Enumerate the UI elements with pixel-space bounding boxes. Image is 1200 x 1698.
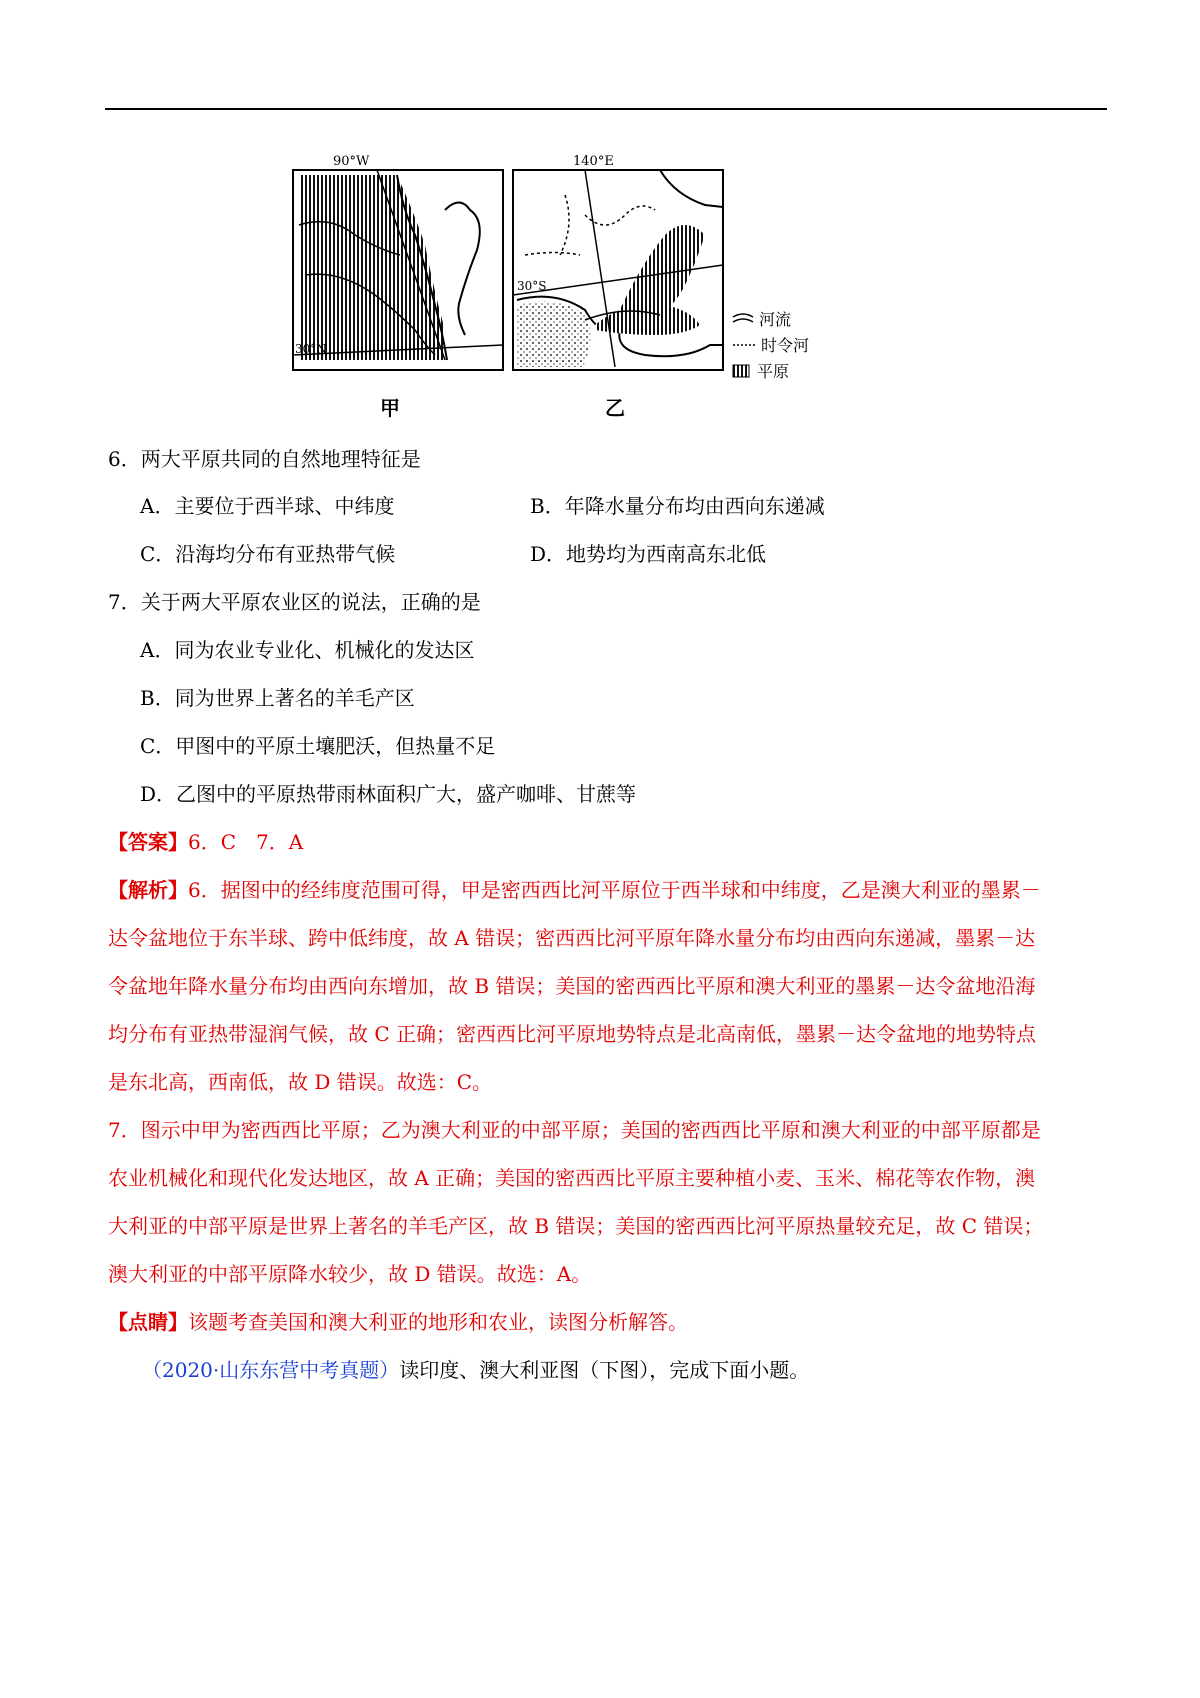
q7-option-d: D．乙图中的平原热带雨林面积广大，盛产咖啡、甘蔗等 <box>140 782 637 806</box>
comment-text: 该题考查美国和澳大利亚的地形和农业，读图分析解答。 <box>188 1310 688 1334</box>
analysis-line-8: 大利亚的中部平原是世界上著名的羊毛产区，故 B 错误；美国的密西西比河平原热量较充足，故 C 错误； <box>108 1214 1044 1238</box>
answer-tag: 【答案】 <box>108 830 188 854</box>
map-jia <box>293 155 503 420</box>
legend-river-label: 河流 <box>759 310 792 329</box>
next-intro-source: （2020·山东东营中考真题） <box>142 1358 400 1382</box>
analysis-text-1: 6．据图中的经纬度范围可得，甲是密西西比河平原位于西半球和中纬度，乙是澳大利亚的墨累－ <box>188 878 1041 902</box>
legend-river-icon <box>733 314 753 317</box>
map-yi <box>513 155 723 420</box>
analysis-line-4: 均分布有亚热带湿润气候，故 C 正确；密西西比河平原地势特点是北高南低，墨累－达令盆地的地势特点 <box>108 1022 1037 1046</box>
map-figure-svg <box>285 155 925 430</box>
map-yi-desert <box>517 302 591 367</box>
q7-option-a: A．同为农业专业化、机械化的发达区 <box>140 638 475 662</box>
analysis-line-9: 澳大利亚的中部平原降水较少，故 D 错误。故选：A。 <box>108 1262 592 1286</box>
header-rule <box>105 108 1107 110</box>
q6-option-d: D．地势均为西南高东北低 <box>530 542 767 566</box>
q7-option-c: C．甲图中的平原土壤肥沃，但热量不足 <box>140 734 496 758</box>
map-yi-caption: 乙 <box>605 396 625 420</box>
legend-plain-icon <box>733 365 749 377</box>
analysis-line-1 <box>108 876 1041 904</box>
analysis-line-3: 令盆地年降水量分布均由西向东增加，故 B 错误；美国的密西西比平原和澳大利亚的墨累－达令盆地沿海 <box>108 974 1036 998</box>
answer-text: 6．C 7．A <box>188 830 304 854</box>
q6-stem: 6．两大平原共同的自然地理特征是 <box>108 447 421 471</box>
answer-line <box>108 828 303 856</box>
legend-plain-label: 平原 <box>757 362 790 381</box>
map-yi-lon-label: 140°E <box>573 155 614 169</box>
map-yi-lat-label: 30°S <box>517 279 547 293</box>
q7-stem: 7．关于两大平原农业区的说法，正确的是 <box>108 590 481 614</box>
map-jia-lon-label: 90°W <box>333 155 370 169</box>
analysis-line-5: 是东北高，西南低，故 D 错误。故选：C。 <box>108 1070 493 1094</box>
comment-line <box>108 1308 688 1336</box>
comment-tag: 【点睛】 <box>108 1310 188 1334</box>
q7-option-b: B．同为世界上著名的羊毛产区 <box>140 686 415 710</box>
map-figure <box>285 155 925 430</box>
next-intro-line <box>142 1356 809 1384</box>
map-legend <box>733 310 809 381</box>
analysis-line-2: 达令盆地位于东半球、跨中低纬度，故 A 错误；密西西比河平原年降水量分布均由西向东递减，墨累－达 <box>108 926 1036 950</box>
legend-seasonal-river-label: 时令河 <box>761 336 810 355</box>
analysis-line-6: 7．图示中甲为密西西比平原；乙为澳大利亚的中部平原；美国的密西西比平原和澳大利亚的中部平原都是 <box>108 1118 1041 1142</box>
analysis-line-7: 农业机械化和现代化发达地区，故 A 正确；美国的密西西比平原主要种植小麦、玉米、棉花等农作物，澳 <box>108 1166 1036 1190</box>
q6-option-c: C．沿海均分布有亚热带气候 <box>140 542 396 566</box>
analysis-tag: 【解析】 <box>108 878 188 902</box>
q6-option-a: A．主要位于西半球、中纬度 <box>140 494 395 518</box>
map-jia-caption: 甲 <box>380 396 400 420</box>
map-jia-lat-label: 30°N <box>295 342 327 356</box>
q6-option-b: B．年降水量分布均由西向东递减 <box>530 494 825 518</box>
next-intro-text: 读印度、澳大利亚图（下图），完成下面小题。 <box>399 1358 810 1382</box>
